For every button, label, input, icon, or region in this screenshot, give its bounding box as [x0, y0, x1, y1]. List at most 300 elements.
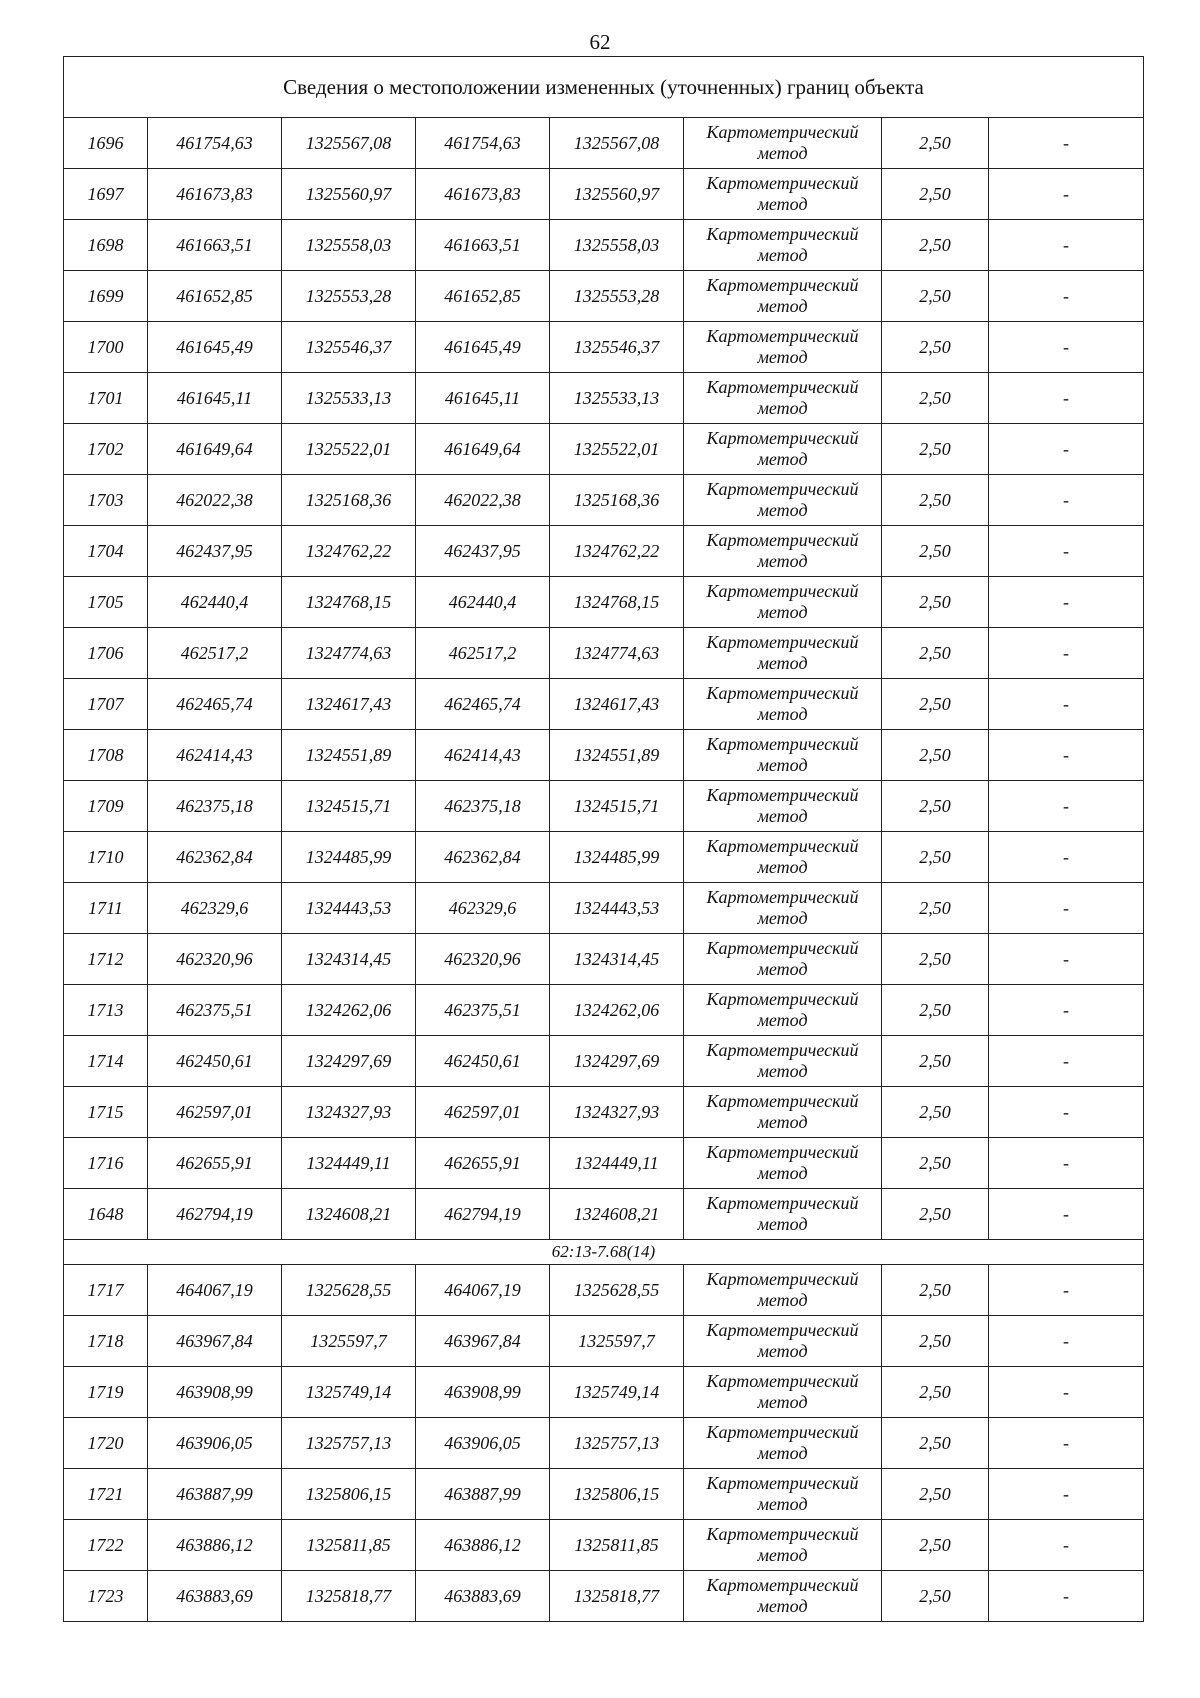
accuracy-cell: 2,50 — [882, 1189, 989, 1240]
note-cell: - — [989, 1418, 1144, 1469]
table-row — [64, 322, 1144, 373]
point-number-cell: 1700 — [64, 322, 148, 373]
new-y-cell: 1324314,45 — [550, 934, 684, 985]
note-cell: - — [989, 1189, 1144, 1240]
method-line2: метод — [757, 1010, 808, 1030]
method-line2: метод — [757, 1392, 808, 1412]
point-number-cell: 1713 — [64, 985, 148, 1036]
new-x-cell: 462437,95 — [416, 526, 550, 577]
point-number-cell: 1710 — [64, 832, 148, 883]
new-x-cell: 462655,91 — [416, 1138, 550, 1189]
existing-x-cell: 463908,99 — [148, 1367, 282, 1418]
new-x-cell: 462022,38 — [416, 475, 550, 526]
table-row — [64, 1087, 1144, 1138]
method-line1: Картометрический — [706, 683, 859, 703]
table-row — [64, 1469, 1144, 1520]
method-line1: Картометрический — [706, 530, 859, 550]
method-line1: Картометрический — [706, 326, 859, 346]
method-line2: метод — [757, 1214, 808, 1234]
accuracy-cell: 2,50 — [882, 1367, 989, 1418]
accuracy-cell: 2,50 — [882, 1469, 989, 1520]
note-cell: - — [989, 1265, 1144, 1316]
method-cell — [684, 271, 882, 322]
point-number-cell: 1708 — [64, 730, 148, 781]
method-line1: Картометрический — [706, 785, 859, 805]
new-y-cell: 1324768,15 — [550, 577, 684, 628]
existing-x-cell: 462440,4 — [148, 577, 282, 628]
point-number-cell: 1714 — [64, 1036, 148, 1087]
accuracy-cell: 2,50 — [882, 679, 989, 730]
new-x-cell: 462320,96 — [416, 934, 550, 985]
existing-y-cell: 1324449,11 — [282, 1138, 416, 1189]
method-line1: Картометрический — [706, 938, 859, 958]
table-row — [64, 1520, 1144, 1571]
point-number-cell: 1716 — [64, 1138, 148, 1189]
method-cell — [684, 220, 882, 271]
table-row — [64, 373, 1144, 424]
existing-y-cell: 1325628,55 — [282, 1265, 416, 1316]
existing-x-cell: 462375,51 — [148, 985, 282, 1036]
note-cell: - — [989, 679, 1144, 730]
table-row — [64, 985, 1144, 1036]
existing-y-cell: 1325567,08 — [282, 118, 416, 169]
existing-y-cell: 1324551,89 — [282, 730, 416, 781]
method-line1: Картометрический — [706, 1040, 859, 1060]
existing-y-cell: 1324443,53 — [282, 883, 416, 934]
point-number-cell: 1719 — [64, 1367, 148, 1418]
point-number-cell: 1706 — [64, 628, 148, 679]
method-line2: метод — [757, 449, 808, 469]
point-number-cell: 1712 — [64, 934, 148, 985]
existing-x-cell: 464067,19 — [148, 1265, 282, 1316]
method-line2: метод — [757, 1112, 808, 1132]
table-row — [64, 220, 1144, 271]
existing-y-cell: 1324608,21 — [282, 1189, 416, 1240]
method-line2: метод — [757, 296, 808, 316]
accuracy-cell: 2,50 — [882, 118, 989, 169]
method-line1: Картометрический — [706, 1269, 859, 1289]
section-row — [64, 1240, 1144, 1265]
existing-x-cell: 461649,64 — [148, 424, 282, 475]
accuracy-cell: 2,50 — [882, 934, 989, 985]
table-row — [64, 1367, 1144, 1418]
method-line1: Картометрический — [706, 377, 859, 397]
method-cell — [684, 526, 882, 577]
new-x-cell: 462597,01 — [416, 1087, 550, 1138]
note-cell: - — [989, 1520, 1144, 1571]
point-number-cell: 1721 — [64, 1469, 148, 1520]
new-x-cell: 462362,84 — [416, 832, 550, 883]
method-line2: метод — [757, 653, 808, 673]
table-row — [64, 1418, 1144, 1469]
table-row — [64, 526, 1144, 577]
new-y-cell: 1324762,22 — [550, 526, 684, 577]
method-line1: Картометрический — [706, 1142, 859, 1162]
method-cell — [684, 985, 882, 1036]
method-line2: метод — [757, 1596, 808, 1616]
table-row — [64, 730, 1144, 781]
existing-y-cell: 1324617,43 — [282, 679, 416, 730]
method-line2: метод — [757, 1545, 808, 1565]
page-number: 62 — [589, 30, 611, 54]
point-number-cell: 1718 — [64, 1316, 148, 1367]
existing-x-cell: 463883,69 — [148, 1571, 282, 1622]
method-cell — [684, 1036, 882, 1087]
note-cell: - — [989, 526, 1144, 577]
method-line2: метод — [757, 857, 808, 877]
new-x-cell: 463886,12 — [416, 1520, 550, 1571]
point-number-cell: 1701 — [64, 373, 148, 424]
new-y-cell: 1325553,28 — [550, 271, 684, 322]
table-row — [64, 1265, 1144, 1316]
method-cell — [684, 832, 882, 883]
note-cell: - — [989, 934, 1144, 985]
new-x-cell: 462375,51 — [416, 985, 550, 1036]
method-cell — [684, 1367, 882, 1418]
table-row — [64, 1316, 1144, 1367]
note-cell: - — [989, 832, 1144, 883]
method-line1: Картометрический — [706, 428, 859, 448]
point-number-cell: 1705 — [64, 577, 148, 628]
new-x-cell: 461649,64 — [416, 424, 550, 475]
table-row — [64, 271, 1144, 322]
note-cell: - — [989, 628, 1144, 679]
existing-x-cell: 463887,99 — [148, 1469, 282, 1520]
existing-x-cell: 462597,01 — [148, 1087, 282, 1138]
accuracy-cell: 2,50 — [882, 271, 989, 322]
note-cell: - — [989, 118, 1144, 169]
existing-x-cell: 462794,19 — [148, 1189, 282, 1240]
accuracy-cell: 2,50 — [882, 220, 989, 271]
point-number-cell: 1702 — [64, 424, 148, 475]
new-y-cell: 1324297,69 — [550, 1036, 684, 1087]
method-cell — [684, 1087, 882, 1138]
method-line2: метод — [757, 347, 808, 367]
table-title: Сведения о местоположении измененных (уточненных) границ объекта — [64, 57, 1144, 118]
new-y-cell: 1325168,36 — [550, 475, 684, 526]
note-cell: - — [989, 1087, 1144, 1138]
table-row — [64, 832, 1144, 883]
table-row — [64, 628, 1144, 679]
method-line2: метод — [757, 398, 808, 418]
accuracy-cell: 2,50 — [882, 1036, 989, 1087]
existing-y-cell: 1325806,15 — [282, 1469, 416, 1520]
table-row — [64, 577, 1144, 628]
new-y-cell: 1324449,11 — [550, 1138, 684, 1189]
method-line2: метод — [757, 1061, 808, 1081]
new-y-cell: 1324262,06 — [550, 985, 684, 1036]
point-number-cell: 1699 — [64, 271, 148, 322]
method-line2: метод — [757, 551, 808, 571]
existing-y-cell: 1325818,77 — [282, 1571, 416, 1622]
method-cell — [684, 373, 882, 424]
new-y-cell: 1325546,37 — [550, 322, 684, 373]
point-number-cell: 1720 — [64, 1418, 148, 1469]
method-line1: Картометрический — [706, 989, 859, 1009]
note-cell: - — [989, 883, 1144, 934]
accuracy-cell: 2,50 — [882, 373, 989, 424]
existing-x-cell: 462320,96 — [148, 934, 282, 985]
existing-y-cell: 1325749,14 — [282, 1367, 416, 1418]
existing-y-cell: 1324485,99 — [282, 832, 416, 883]
existing-x-cell: 462329,6 — [148, 883, 282, 934]
table-body — [64, 57, 1144, 1622]
new-x-cell: 462517,2 — [416, 628, 550, 679]
new-y-cell: 1324515,71 — [550, 781, 684, 832]
method-line1: Картометрический — [706, 836, 859, 856]
existing-y-cell: 1325546,37 — [282, 322, 416, 373]
existing-y-cell: 1324314,45 — [282, 934, 416, 985]
note-cell: - — [989, 373, 1144, 424]
new-y-cell: 1324608,21 — [550, 1189, 684, 1240]
table-row — [64, 934, 1144, 985]
new-x-cell: 464067,19 — [416, 1265, 550, 1316]
method-cell — [684, 1571, 882, 1622]
note-cell: - — [989, 1316, 1144, 1367]
new-y-cell: 1325749,14 — [550, 1367, 684, 1418]
new-x-cell: 462329,6 — [416, 883, 550, 934]
existing-y-cell: 1325597,7 — [282, 1316, 416, 1367]
section-label: 62:13-7.68(14) — [64, 1240, 1144, 1265]
method-cell — [684, 1189, 882, 1240]
existing-x-cell: 462450,61 — [148, 1036, 282, 1087]
existing-x-cell: 463886,12 — [148, 1520, 282, 1571]
table-row — [64, 475, 1144, 526]
method-line2: метод — [757, 908, 808, 928]
new-x-cell: 461652,85 — [416, 271, 550, 322]
new-x-cell: 463908,99 — [416, 1367, 550, 1418]
method-cell — [684, 1265, 882, 1316]
point-number-cell: 1703 — [64, 475, 148, 526]
accuracy-cell: 2,50 — [882, 1571, 989, 1622]
existing-y-cell: 1325560,97 — [282, 169, 416, 220]
note-cell: - — [989, 1469, 1144, 1520]
method-line1: Картометрический — [706, 1524, 859, 1544]
new-y-cell: 1325628,55 — [550, 1265, 684, 1316]
accuracy-cell: 2,50 — [882, 1265, 989, 1316]
existing-x-cell: 462437,95 — [148, 526, 282, 577]
method-line1: Картометрический — [706, 581, 859, 601]
new-y-cell: 1324485,99 — [550, 832, 684, 883]
accuracy-cell: 2,50 — [882, 424, 989, 475]
existing-x-cell: 462465,74 — [148, 679, 282, 730]
existing-y-cell: 1325811,85 — [282, 1520, 416, 1571]
new-y-cell: 1325560,97 — [550, 169, 684, 220]
method-cell — [684, 781, 882, 832]
method-line1: Картометрический — [706, 1371, 859, 1391]
accuracy-cell: 2,50 — [882, 628, 989, 679]
new-x-cell: 461645,49 — [416, 322, 550, 373]
note-cell: - — [989, 475, 1144, 526]
new-y-cell: 1325811,85 — [550, 1520, 684, 1571]
note-cell: - — [989, 781, 1144, 832]
note-cell: - — [989, 424, 1144, 475]
new-x-cell: 463883,69 — [416, 1571, 550, 1622]
point-number-cell: 1715 — [64, 1087, 148, 1138]
existing-y-cell: 1325553,28 — [282, 271, 416, 322]
method-line1: Картометрический — [706, 479, 859, 499]
table-row — [64, 424, 1144, 475]
new-y-cell: 1324327,93 — [550, 1087, 684, 1138]
new-y-cell: 1325818,77 — [550, 1571, 684, 1622]
new-x-cell: 463887,99 — [416, 1469, 550, 1520]
note-cell: - — [989, 1036, 1144, 1087]
method-line1: Картометрический — [706, 1320, 859, 1340]
existing-y-cell: 1325522,01 — [282, 424, 416, 475]
new-y-cell: 1325558,03 — [550, 220, 684, 271]
method-line1: Картометрический — [706, 1091, 859, 1111]
method-cell — [684, 934, 882, 985]
method-line1: Картометрический — [706, 1575, 859, 1595]
note-cell: - — [989, 1367, 1144, 1418]
table-row — [64, 883, 1144, 934]
existing-x-cell: 462414,43 — [148, 730, 282, 781]
existing-y-cell: 1324768,15 — [282, 577, 416, 628]
note-cell: - — [989, 730, 1144, 781]
existing-y-cell: 1325558,03 — [282, 220, 416, 271]
method-line2: метод — [757, 602, 808, 622]
new-y-cell: 1324551,89 — [550, 730, 684, 781]
existing-y-cell: 1325757,13 — [282, 1418, 416, 1469]
new-x-cell: 461645,11 — [416, 373, 550, 424]
method-cell — [684, 1520, 882, 1571]
method-cell — [684, 424, 882, 475]
table-row — [64, 1571, 1144, 1622]
new-x-cell: 462440,4 — [416, 577, 550, 628]
accuracy-cell: 2,50 — [882, 781, 989, 832]
accuracy-cell: 2,50 — [882, 883, 989, 934]
accuracy-cell: 2,50 — [882, 322, 989, 373]
table-row — [64, 1138, 1144, 1189]
method-line2: метод — [757, 959, 808, 979]
accuracy-cell: 2,50 — [882, 526, 989, 577]
method-line1: Картометрический — [706, 224, 859, 244]
method-cell — [684, 730, 882, 781]
point-number-cell: 1722 — [64, 1520, 148, 1571]
method-cell — [684, 679, 882, 730]
method-line1: Картометрический — [706, 734, 859, 754]
method-line1: Картометрический — [706, 887, 859, 907]
new-y-cell: 1325533,13 — [550, 373, 684, 424]
method-line1: Картометрический — [706, 275, 859, 295]
new-y-cell: 1325522,01 — [550, 424, 684, 475]
existing-x-cell: 462362,84 — [148, 832, 282, 883]
existing-x-cell: 463967,84 — [148, 1316, 282, 1367]
table-row — [64, 1189, 1144, 1240]
existing-x-cell: 462517,2 — [148, 628, 282, 679]
method-line2: метод — [757, 1290, 808, 1310]
note-cell: - — [989, 322, 1144, 373]
new-x-cell: 462414,43 — [416, 730, 550, 781]
new-x-cell: 462375,18 — [416, 781, 550, 832]
new-y-cell: 1324774,63 — [550, 628, 684, 679]
point-number-cell: 1697 — [64, 169, 148, 220]
point-number-cell: 1707 — [64, 679, 148, 730]
method-line1: Картометрический — [706, 122, 859, 142]
existing-y-cell: 1324515,71 — [282, 781, 416, 832]
note-cell: - — [989, 1138, 1144, 1189]
existing-y-cell: 1324297,69 — [282, 1036, 416, 1087]
accuracy-cell: 2,50 — [882, 475, 989, 526]
method-line2: метод — [757, 1494, 808, 1514]
existing-x-cell: 461645,11 — [148, 373, 282, 424]
method-line2: метод — [757, 704, 808, 724]
existing-x-cell: 461663,51 — [148, 220, 282, 271]
existing-x-cell: 461645,49 — [148, 322, 282, 373]
accuracy-cell: 2,50 — [882, 1520, 989, 1571]
method-cell — [684, 169, 882, 220]
new-x-cell: 461663,51 — [416, 220, 550, 271]
method-line2: метод — [757, 245, 808, 265]
existing-x-cell: 462022,38 — [148, 475, 282, 526]
existing-y-cell: 1325533,13 — [282, 373, 416, 424]
point-number-cell: 1648 — [64, 1189, 148, 1240]
method-cell — [684, 577, 882, 628]
note-cell: - — [989, 577, 1144, 628]
method-line2: метод — [757, 1163, 808, 1183]
method-line2: метод — [757, 1443, 808, 1463]
method-line1: Картометрический — [706, 1193, 859, 1213]
accuracy-cell: 2,50 — [882, 1087, 989, 1138]
table-row — [64, 169, 1144, 220]
method-cell — [684, 1316, 882, 1367]
existing-x-cell: 462375,18 — [148, 781, 282, 832]
method-line1: Картометрический — [706, 632, 859, 652]
existing-y-cell: 1324327,93 — [282, 1087, 416, 1138]
existing-y-cell: 1324774,63 — [282, 628, 416, 679]
point-number-cell: 1709 — [64, 781, 148, 832]
note-cell: - — [989, 220, 1144, 271]
table-row — [64, 1036, 1144, 1087]
accuracy-cell: 2,50 — [882, 169, 989, 220]
method-cell — [684, 1138, 882, 1189]
method-cell — [684, 883, 882, 934]
note-cell: - — [989, 985, 1144, 1036]
method-line1: Картометрический — [706, 173, 859, 193]
existing-x-cell: 461673,83 — [148, 169, 282, 220]
point-number-cell: 1717 — [64, 1265, 148, 1316]
method-line1: Картометрический — [706, 1422, 859, 1442]
new-y-cell: 1324443,53 — [550, 883, 684, 934]
new-y-cell: 1325757,13 — [550, 1418, 684, 1469]
point-number-cell: 1696 — [64, 118, 148, 169]
method-line2: метод — [757, 755, 808, 775]
note-cell: - — [989, 1571, 1144, 1622]
point-number-cell: 1711 — [64, 883, 148, 934]
existing-x-cell: 463906,05 — [148, 1418, 282, 1469]
point-number-cell: 1698 — [64, 220, 148, 271]
point-number-cell: 1704 — [64, 526, 148, 577]
method-cell — [684, 1469, 882, 1520]
accuracy-cell: 2,50 — [882, 1316, 989, 1367]
method-line2: метод — [757, 194, 808, 214]
new-x-cell: 463967,84 — [416, 1316, 550, 1367]
existing-x-cell: 462655,91 — [148, 1138, 282, 1189]
method-cell — [684, 118, 882, 169]
accuracy-cell: 2,50 — [882, 1138, 989, 1189]
new-x-cell: 462794,19 — [416, 1189, 550, 1240]
note-cell: - — [989, 271, 1144, 322]
note-cell: - — [989, 169, 1144, 220]
point-number-cell: 1723 — [64, 1571, 148, 1622]
method-cell — [684, 322, 882, 373]
existing-x-cell: 461754,63 — [148, 118, 282, 169]
new-x-cell: 461673,83 — [416, 169, 550, 220]
existing-y-cell: 1325168,36 — [282, 475, 416, 526]
existing-x-cell: 461652,85 — [148, 271, 282, 322]
method-cell — [684, 1418, 882, 1469]
new-y-cell: 1325597,7 — [550, 1316, 684, 1367]
